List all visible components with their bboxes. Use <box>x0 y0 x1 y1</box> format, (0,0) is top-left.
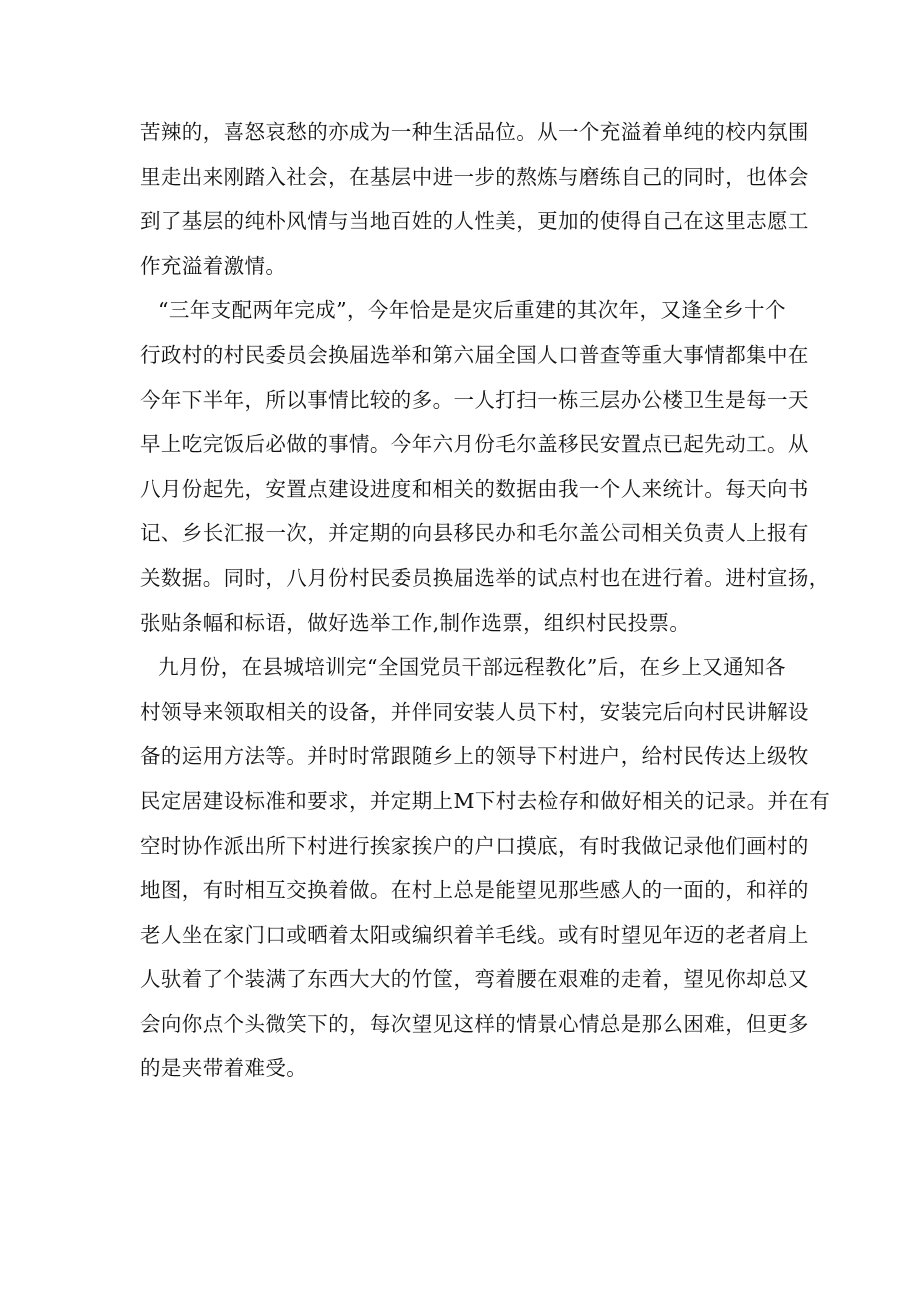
paragraph-2-line-6: 记、乡长汇报一次，并定期的向县移民办和毛尔盖公司相关负责人上报有 <box>140 521 809 546</box>
paragraph-3-line-6: 地图，有时相互交换着做。在村上总是能望见那些感人的一面的，和祥的 <box>140 878 809 903</box>
paragraph-2-line-3: 今年下半年，所以事情比较的多。一人打扫一栋三层办公楼卫生是每一天 <box>140 387 809 412</box>
paragraph-3-line-4: 民定居建设标准和要求，并定期上M下村去检存和做好相关的记录。并在有 <box>140 788 831 813</box>
paragraph-3-line-9: 会向你点个头微笑下的，每次望见这样的情景心情总是那么困难，但更多 <box>140 1011 809 1036</box>
paragraph-3-line-1: 九月份，在县城培训完“全国党员干部远程教化”后，在乡上又通知各 <box>158 655 786 680</box>
paragraph-2-line-1: “三年支配两年完成”，今年恰是是灾后重建的其次年，又逢全乡十个 <box>158 298 786 323</box>
paragraph-3-line-3: 备的运用方法等。并时时常跟随乡上的领导下村进户，给村民传达上级牧 <box>140 744 809 769</box>
paragraph-1-line-4: 作充溢着激情。 <box>140 253 287 278</box>
paragraph-2-line-2: 行政村的村民委员会换届选举和第六届全国人口普查等重大事情都集中在 <box>140 342 809 367</box>
paragraph-1-line-2: 里走出来刚踏入社会，在基层中进一步的熬炼与磨练自己的同时，也体会 <box>140 164 809 189</box>
paragraph-3-line-8: 人驮着了个装满了东西大大的竹筐，弯着腰在艰难的走着，望见你却总又 <box>140 967 809 992</box>
document-body <box>140 110 831 1091</box>
paragraph-1-line-3: 到了基层的纯朴风情与当地百姓的人性美，更加的使得自己在这里志愿工 <box>140 209 809 234</box>
paragraph-3-line-10: 的是夹带着难受。 <box>140 1056 308 1081</box>
paragraph-3-line-5: 空时协作派出所下村进行挨家挨户的户口摸底，有时我做记录他们画村的 <box>140 833 809 858</box>
paragraph-2-line-5: 八月份起先，安置点建设进度和相关的数据由我一个人来统计。每天向书 <box>140 476 809 501</box>
paragraph-2-line-4: 早上吃完饭后必做的事情。今年六月份毛尔盖移民安置点已起先动工。从 <box>140 432 809 457</box>
paragraph-2-line-7: 关数据。同时，八月份村民委员换届选举的试点村也在进行着。进村宣扬， <box>140 565 830 590</box>
paragraph-2-line-8: 张贴条幅和标语，做好选举工作,制作选票，组织村民投票。 <box>140 610 691 635</box>
paragraph-3-line-7: 老人坐在家门口或晒着太阳或编织着羊毛线。或有时望见年迈的老者肩上 <box>140 922 809 947</box>
paragraph-3-line-2: 村领导来领取相关的设备，并伴同安装人员下村，安装完后向村民讲解设 <box>140 699 809 724</box>
paragraph-1-line-1: 苦辣的，喜怒哀愁的亦成为一种生活品位。从一个充溢着单纯的校内氛围 <box>140 120 809 144</box>
